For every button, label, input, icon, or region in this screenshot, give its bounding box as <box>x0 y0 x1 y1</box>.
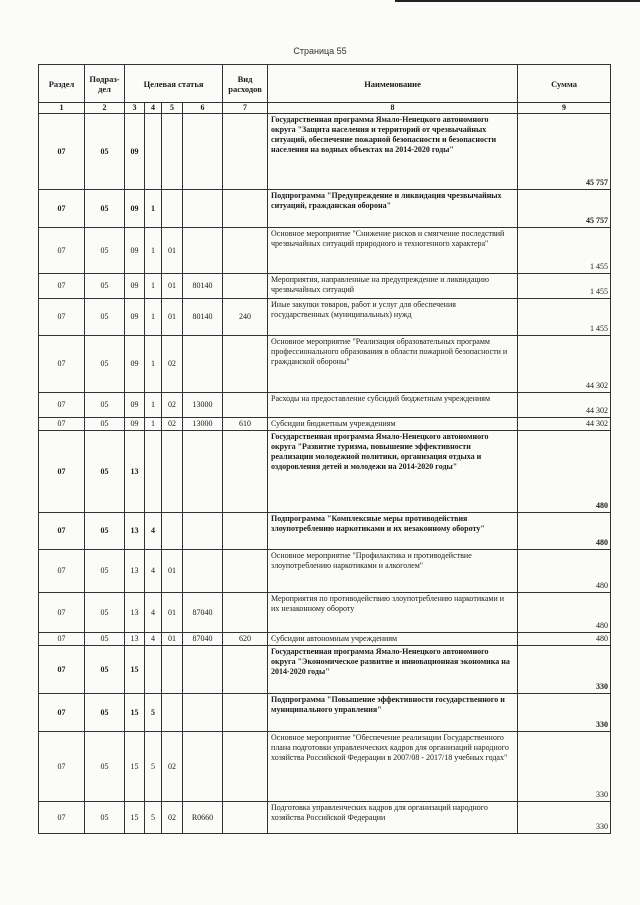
table-row <box>39 550 611 593</box>
header-sum: Сумма <box>518 65 611 103</box>
table-body <box>39 114 611 834</box>
cell-direction <box>183 228 223 274</box>
cell-name: Подготовка управленческих кадров для организаций народного хозяйства Российской Федерации <box>268 802 518 834</box>
cell-subprogram: 1 <box>145 336 162 393</box>
cell-name: Основное мероприятие "Профилактика и противодействие злоупотреблению наркотиками и алкоголем" <box>268 550 518 593</box>
table-row <box>39 646 611 694</box>
table-row <box>39 190 611 228</box>
cell-main-event: 02 <box>162 336 183 393</box>
table-row <box>39 299 611 336</box>
cell-subprogram: 1 <box>145 299 162 336</box>
cell-main-event <box>162 646 183 694</box>
column-number-cell: 5 <box>162 103 183 114</box>
table-row <box>39 802 611 834</box>
cell-expense-type <box>223 431 268 513</box>
cell-program: 13 <box>125 431 145 513</box>
column-numbers-row <box>39 103 611 114</box>
cell-razdel: 07 <box>39 190 85 228</box>
cell-subprogram: 5 <box>145 802 162 834</box>
cell-expense-type <box>223 228 268 274</box>
table-row <box>39 633 611 646</box>
cell-podrazdel: 05 <box>85 513 125 550</box>
cell-program: 15 <box>125 802 145 834</box>
cell-program: 09 <box>125 336 145 393</box>
cell-direction: 13000 <box>183 393 223 418</box>
cell-razdel: 07 <box>39 550 85 593</box>
header-expense-type: Вид расходов <box>223 65 268 103</box>
cell-expense-type <box>223 190 268 228</box>
cell-podrazdel: 05 <box>85 431 125 513</box>
cell-name: Мероприятия, направленные на предупреждение и ликвидацию чрезвычайных ситуаций <box>268 274 518 299</box>
cell-expense-type <box>223 336 268 393</box>
cell-podrazdel: 05 <box>85 114 125 190</box>
table-row <box>39 274 611 299</box>
cell-razdel: 07 <box>39 513 85 550</box>
cell-subprogram <box>145 646 162 694</box>
cell-podrazdel: 05 <box>85 274 125 299</box>
cell-program: 13 <box>125 513 145 550</box>
header-name: Наименование <box>268 65 518 103</box>
cell-razdel: 07 <box>39 228 85 274</box>
cell-razdel: 07 <box>39 336 85 393</box>
column-number-cell: 2 <box>85 103 125 114</box>
cell-name: Государственная программа Ямало-Ненецкого автономного округа "Защита населения и территорий от чрезвычайных ситуаций, обеспечение пожарной безопасности и безопасности населения на водных объектах на 2014-2020 годы" <box>268 114 518 190</box>
cell-razdel: 07 <box>39 646 85 694</box>
cell-razdel: 07 <box>39 431 85 513</box>
cell-razdel: 07 <box>39 802 85 834</box>
cell-subprogram: 5 <box>145 732 162 802</box>
cell-main-event <box>162 694 183 732</box>
header-target-article: Целевая статья <box>125 65 223 103</box>
cell-sum: 330 <box>518 694 611 732</box>
cell-subprogram: 1 <box>145 274 162 299</box>
cell-direction <box>183 550 223 593</box>
cell-sum: 480 <box>518 550 611 593</box>
cell-main-event: 02 <box>162 393 183 418</box>
cell-razdel: 07 <box>39 694 85 732</box>
table-row <box>39 336 611 393</box>
cell-main-event <box>162 513 183 550</box>
header-razdel: Раздел <box>39 65 85 103</box>
cell-podrazdel: 05 <box>85 550 125 593</box>
cell-main-event: 02 <box>162 418 183 431</box>
cell-main-event: 01 <box>162 633 183 646</box>
cell-subprogram: 4 <box>145 513 162 550</box>
cell-program: 15 <box>125 694 145 732</box>
cell-podrazdel: 05 <box>85 336 125 393</box>
table-row <box>39 694 611 732</box>
cell-name: Основное мероприятие "Обеспечение реализации Государственного плана подготовки управленческих кадров для организаций народного хозяйства Российской Федерации в 2007/08 - 2017/18 учебных годах" <box>268 732 518 802</box>
cell-direction: 13000 <box>183 418 223 431</box>
cell-sum: 44 302 <box>518 418 611 431</box>
column-number-cell: 9 <box>518 103 611 114</box>
cell-main-event: 01 <box>162 593 183 633</box>
cell-name: Государственная программа Ямало-Ненецкого автономного округа "Экономическое развитие и инновационная экономика на 2014-2020 годы" <box>268 646 518 694</box>
top-edge-line <box>395 0 640 2</box>
column-number-cell: 3 <box>125 103 145 114</box>
header-podrazdel: Подраз-дел <box>85 65 125 103</box>
cell-subprogram: 1 <box>145 418 162 431</box>
cell-direction: 87040 <box>183 593 223 633</box>
cell-sum: 45 757 <box>518 190 611 228</box>
table-row <box>39 732 611 802</box>
cell-program: 09 <box>125 393 145 418</box>
column-number-cell: 1 <box>39 103 85 114</box>
cell-name: Основное мероприятие "Реализация образовательных программ профессионального образования в области пожарной безопасности и гражданской обороны" <box>268 336 518 393</box>
cell-main-event: 02 <box>162 802 183 834</box>
cell-podrazdel: 05 <box>85 802 125 834</box>
cell-razdel: 07 <box>39 114 85 190</box>
cell-podrazdel: 05 <box>85 732 125 802</box>
cell-direction <box>183 694 223 732</box>
cell-direction <box>183 646 223 694</box>
cell-expense-type <box>223 732 268 802</box>
cell-podrazdel: 05 <box>85 633 125 646</box>
cell-program: 13 <box>125 550 145 593</box>
cell-program: 13 <box>125 633 145 646</box>
cell-main-event: 01 <box>162 228 183 274</box>
cell-direction <box>183 513 223 550</box>
cell-program: 15 <box>125 732 145 802</box>
cell-program: 09 <box>125 274 145 299</box>
cell-podrazdel: 05 <box>85 393 125 418</box>
cell-direction: 87040 <box>183 633 223 646</box>
cell-direction <box>183 336 223 393</box>
cell-podrazdel: 05 <box>85 299 125 336</box>
cell-expense-type: 240 <box>223 299 268 336</box>
page-number: Страница 55 <box>293 46 347 56</box>
cell-subprogram: 4 <box>145 633 162 646</box>
cell-direction: R0660 <box>183 802 223 834</box>
cell-expense-type <box>223 694 268 732</box>
cell-expense-type <box>223 646 268 694</box>
cell-name: Мероприятия по противодействию злоупотреблению наркотиками и их незаконному обороту <box>268 593 518 633</box>
cell-podrazdel: 05 <box>85 646 125 694</box>
cell-direction <box>183 190 223 228</box>
cell-main-event: 01 <box>162 550 183 593</box>
cell-subprogram: 4 <box>145 593 162 633</box>
budget-table <box>38 64 611 834</box>
cell-subprogram: 1 <box>145 190 162 228</box>
cell-razdel: 07 <box>39 299 85 336</box>
cell-name: Подпрограмма "Повышение эффективности государственного и муниципального управления" <box>268 694 518 732</box>
cell-expense-type <box>223 802 268 834</box>
table-row <box>39 418 611 431</box>
cell-podrazdel: 05 <box>85 694 125 732</box>
cell-program: 09 <box>125 190 145 228</box>
cell-direction <box>183 732 223 802</box>
cell-podrazdel: 05 <box>85 228 125 274</box>
cell-razdel: 07 <box>39 418 85 431</box>
cell-podrazdel: 05 <box>85 593 125 633</box>
column-number-cell: 8 <box>268 103 518 114</box>
cell-expense-type <box>223 513 268 550</box>
cell-program: 09 <box>125 299 145 336</box>
cell-sum: 330 <box>518 646 611 694</box>
cell-sum: 44 302 <box>518 393 611 418</box>
cell-sum: 1 455 <box>518 299 611 336</box>
cell-main-event: 02 <box>162 732 183 802</box>
cell-sum: 1 455 <box>518 274 611 299</box>
cell-sum: 45 757 <box>518 114 611 190</box>
cell-name: Субсидии бюджетным учреждениям <box>268 418 518 431</box>
cell-subprogram: 1 <box>145 228 162 274</box>
cell-main-event: 01 <box>162 274 183 299</box>
cell-sum: 480 <box>518 633 611 646</box>
cell-name: Подпрограмма "Предупреждение и ликвидация чрезвычайных ситуаций, гражданская оборона" <box>268 190 518 228</box>
table-row <box>39 431 611 513</box>
cell-sum: 480 <box>518 593 611 633</box>
cell-expense-type <box>223 593 268 633</box>
cell-name: Основное мероприятие "Снижение рисков и смягчение последствий чрезвычайных ситуаций природного и техногенного характера" <box>268 228 518 274</box>
cell-subprogram: 4 <box>145 550 162 593</box>
cell-expense-type <box>223 550 268 593</box>
cell-subprogram <box>145 431 162 513</box>
cell-program: 09 <box>125 228 145 274</box>
cell-subprogram <box>145 114 162 190</box>
cell-direction: 80140 <box>183 274 223 299</box>
cell-podrazdel: 05 <box>85 190 125 228</box>
cell-sum: 330 <box>518 732 611 802</box>
cell-name: Субсидии автономным учреждениям <box>268 633 518 646</box>
cell-razdel: 07 <box>39 633 85 646</box>
table-row <box>39 393 611 418</box>
cell-expense-type <box>223 114 268 190</box>
cell-expense-type <box>223 393 268 418</box>
cell-sum: 1 455 <box>518 228 611 274</box>
cell-sum: 330 <box>518 802 611 834</box>
cell-razdel: 07 <box>39 393 85 418</box>
cell-direction <box>183 431 223 513</box>
cell-name: Государственная программа Ямало-Ненецкого автономного округа "Развитие туризма, повышение эффективности реализации молодежной политики, организация отдыха и оздоровления детей и молодежи на 2014-2020 годы" <box>268 431 518 513</box>
cell-direction <box>183 114 223 190</box>
cell-razdel: 07 <box>39 732 85 802</box>
cell-direction: 80140 <box>183 299 223 336</box>
cell-program: 09 <box>125 418 145 431</box>
table-row <box>39 228 611 274</box>
cell-name: Подпрограмма "Комплексные меры противодействия злоупотреблению наркотиками и их незаконному обороту" <box>268 513 518 550</box>
cell-razdel: 07 <box>39 593 85 633</box>
cell-main-event: 01 <box>162 299 183 336</box>
cell-program: 15 <box>125 646 145 694</box>
cell-podrazdel: 05 <box>85 418 125 431</box>
cell-main-event <box>162 190 183 228</box>
cell-expense-type: 610 <box>223 418 268 431</box>
column-number-cell: 6 <box>183 103 223 114</box>
table-row <box>39 513 611 550</box>
cell-subprogram: 1 <box>145 393 162 418</box>
cell-subprogram: 5 <box>145 694 162 732</box>
cell-sum: 480 <box>518 513 611 550</box>
cell-name: Иные закупки товаров, работ и услуг для обеспечения государственных (муниципальных) нужд <box>268 299 518 336</box>
cell-expense-type <box>223 274 268 299</box>
cell-sum: 44 302 <box>518 336 611 393</box>
cell-program: 09 <box>125 114 145 190</box>
cell-name: Расходы на предоставление субсидий бюджетным учреждениям <box>268 393 518 418</box>
column-number-cell: 7 <box>223 103 268 114</box>
cell-sum: 480 <box>518 431 611 513</box>
cell-expense-type: 620 <box>223 633 268 646</box>
cell-program: 13 <box>125 593 145 633</box>
table-row <box>39 114 611 190</box>
column-number-cell: 4 <box>145 103 162 114</box>
cell-razdel: 07 <box>39 274 85 299</box>
table-row <box>39 593 611 633</box>
cell-main-event <box>162 114 183 190</box>
cell-main-event <box>162 431 183 513</box>
